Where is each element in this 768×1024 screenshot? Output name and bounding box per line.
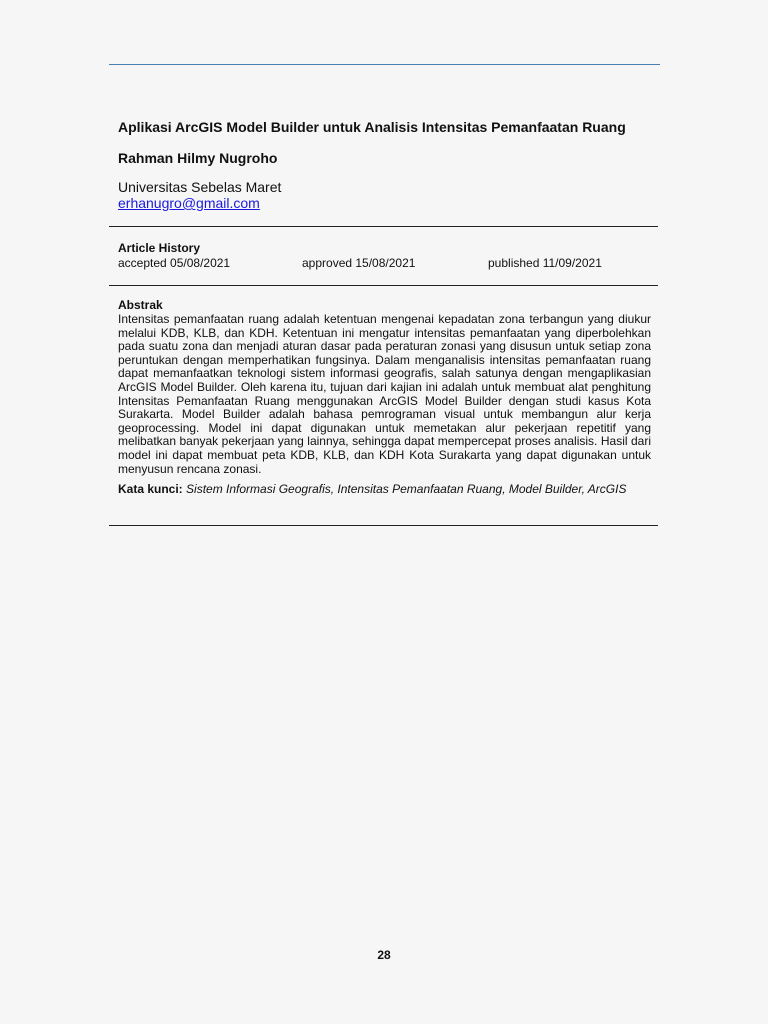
page-number: 28 bbox=[377, 948, 391, 962]
abstract-body: Intensitas pemanfaatan ruang adalah ketentuan mengenai kepadatan zona terbangun yang diukur melalui KDB, KLB, dan KDH. Ketentuan ini mengatur intensitas pemanfaatan yang diperbolehkan pada suatu zona dan menjadi aturan dasar pada peraturan zonasi yang disusun untuk setiap zona peruntukan dengan memperhatikan fungsinya. Dalam menganalisis intensitas pemanfaatan ruang dapat memanfaatkan teknologi sistem informasi geografis, salah satunya dengan mengaplikasian ArcGIS Model Builder. Oleh karena itu, tujuan dari kajian ini adalah untuk membuat alat penghitung Intensitas Pemanfaatan Ruang menggunakan ArcGIS Model Builder dengan studi kasus Kota Surakarta. Model Builder adalah bahasa pemrograman visual untuk membangun alur kerja geoprocessing. Model ini dapat digunakan untuk memetakan alur pekerjaan repetitif yang melibatkan banyak pekerjaan yang lainnya, sehingga dapat mempercepat proses analisis. Hasil dari model ini dapat membuat peta KDB, KLB, dan KDH Kota Surakarta yang dapat digunakan untuk menyusun rencana zonasi. bbox=[118, 312, 651, 476]
history-approved: approved 15/08/2021 bbox=[302, 256, 416, 270]
divider-middle bbox=[109, 285, 658, 286]
author-name: Rahman Hilmy Nugroho bbox=[118, 150, 278, 166]
abstract-heading: Abstrak bbox=[118, 298, 163, 312]
divider-top bbox=[109, 226, 658, 227]
history-accepted: accepted 05/08/2021 bbox=[118, 256, 231, 270]
history-published: published 11/09/2021 bbox=[488, 256, 602, 270]
header-rule bbox=[109, 64, 660, 65]
keywords-values: Sistem Informasi Geografis, Intensitas Pemanfaatan Ruang, Model Builder, ArcGIS bbox=[186, 482, 627, 496]
article-history-heading: Article History bbox=[118, 241, 201, 255]
author-email-link[interactable]: erhanugro@gmail.com bbox=[118, 195, 260, 211]
keywords-line bbox=[118, 482, 651, 496]
paper-title: Aplikasi ArcGIS Model Builder untuk Analisis Intensitas Pemanfaatan Ruang bbox=[118, 119, 626, 135]
divider-bottom bbox=[109, 525, 658, 526]
keywords-label: Kata kunci: bbox=[118, 482, 183, 496]
author-affiliation: Universitas Sebelas Maret bbox=[118, 179, 282, 195]
